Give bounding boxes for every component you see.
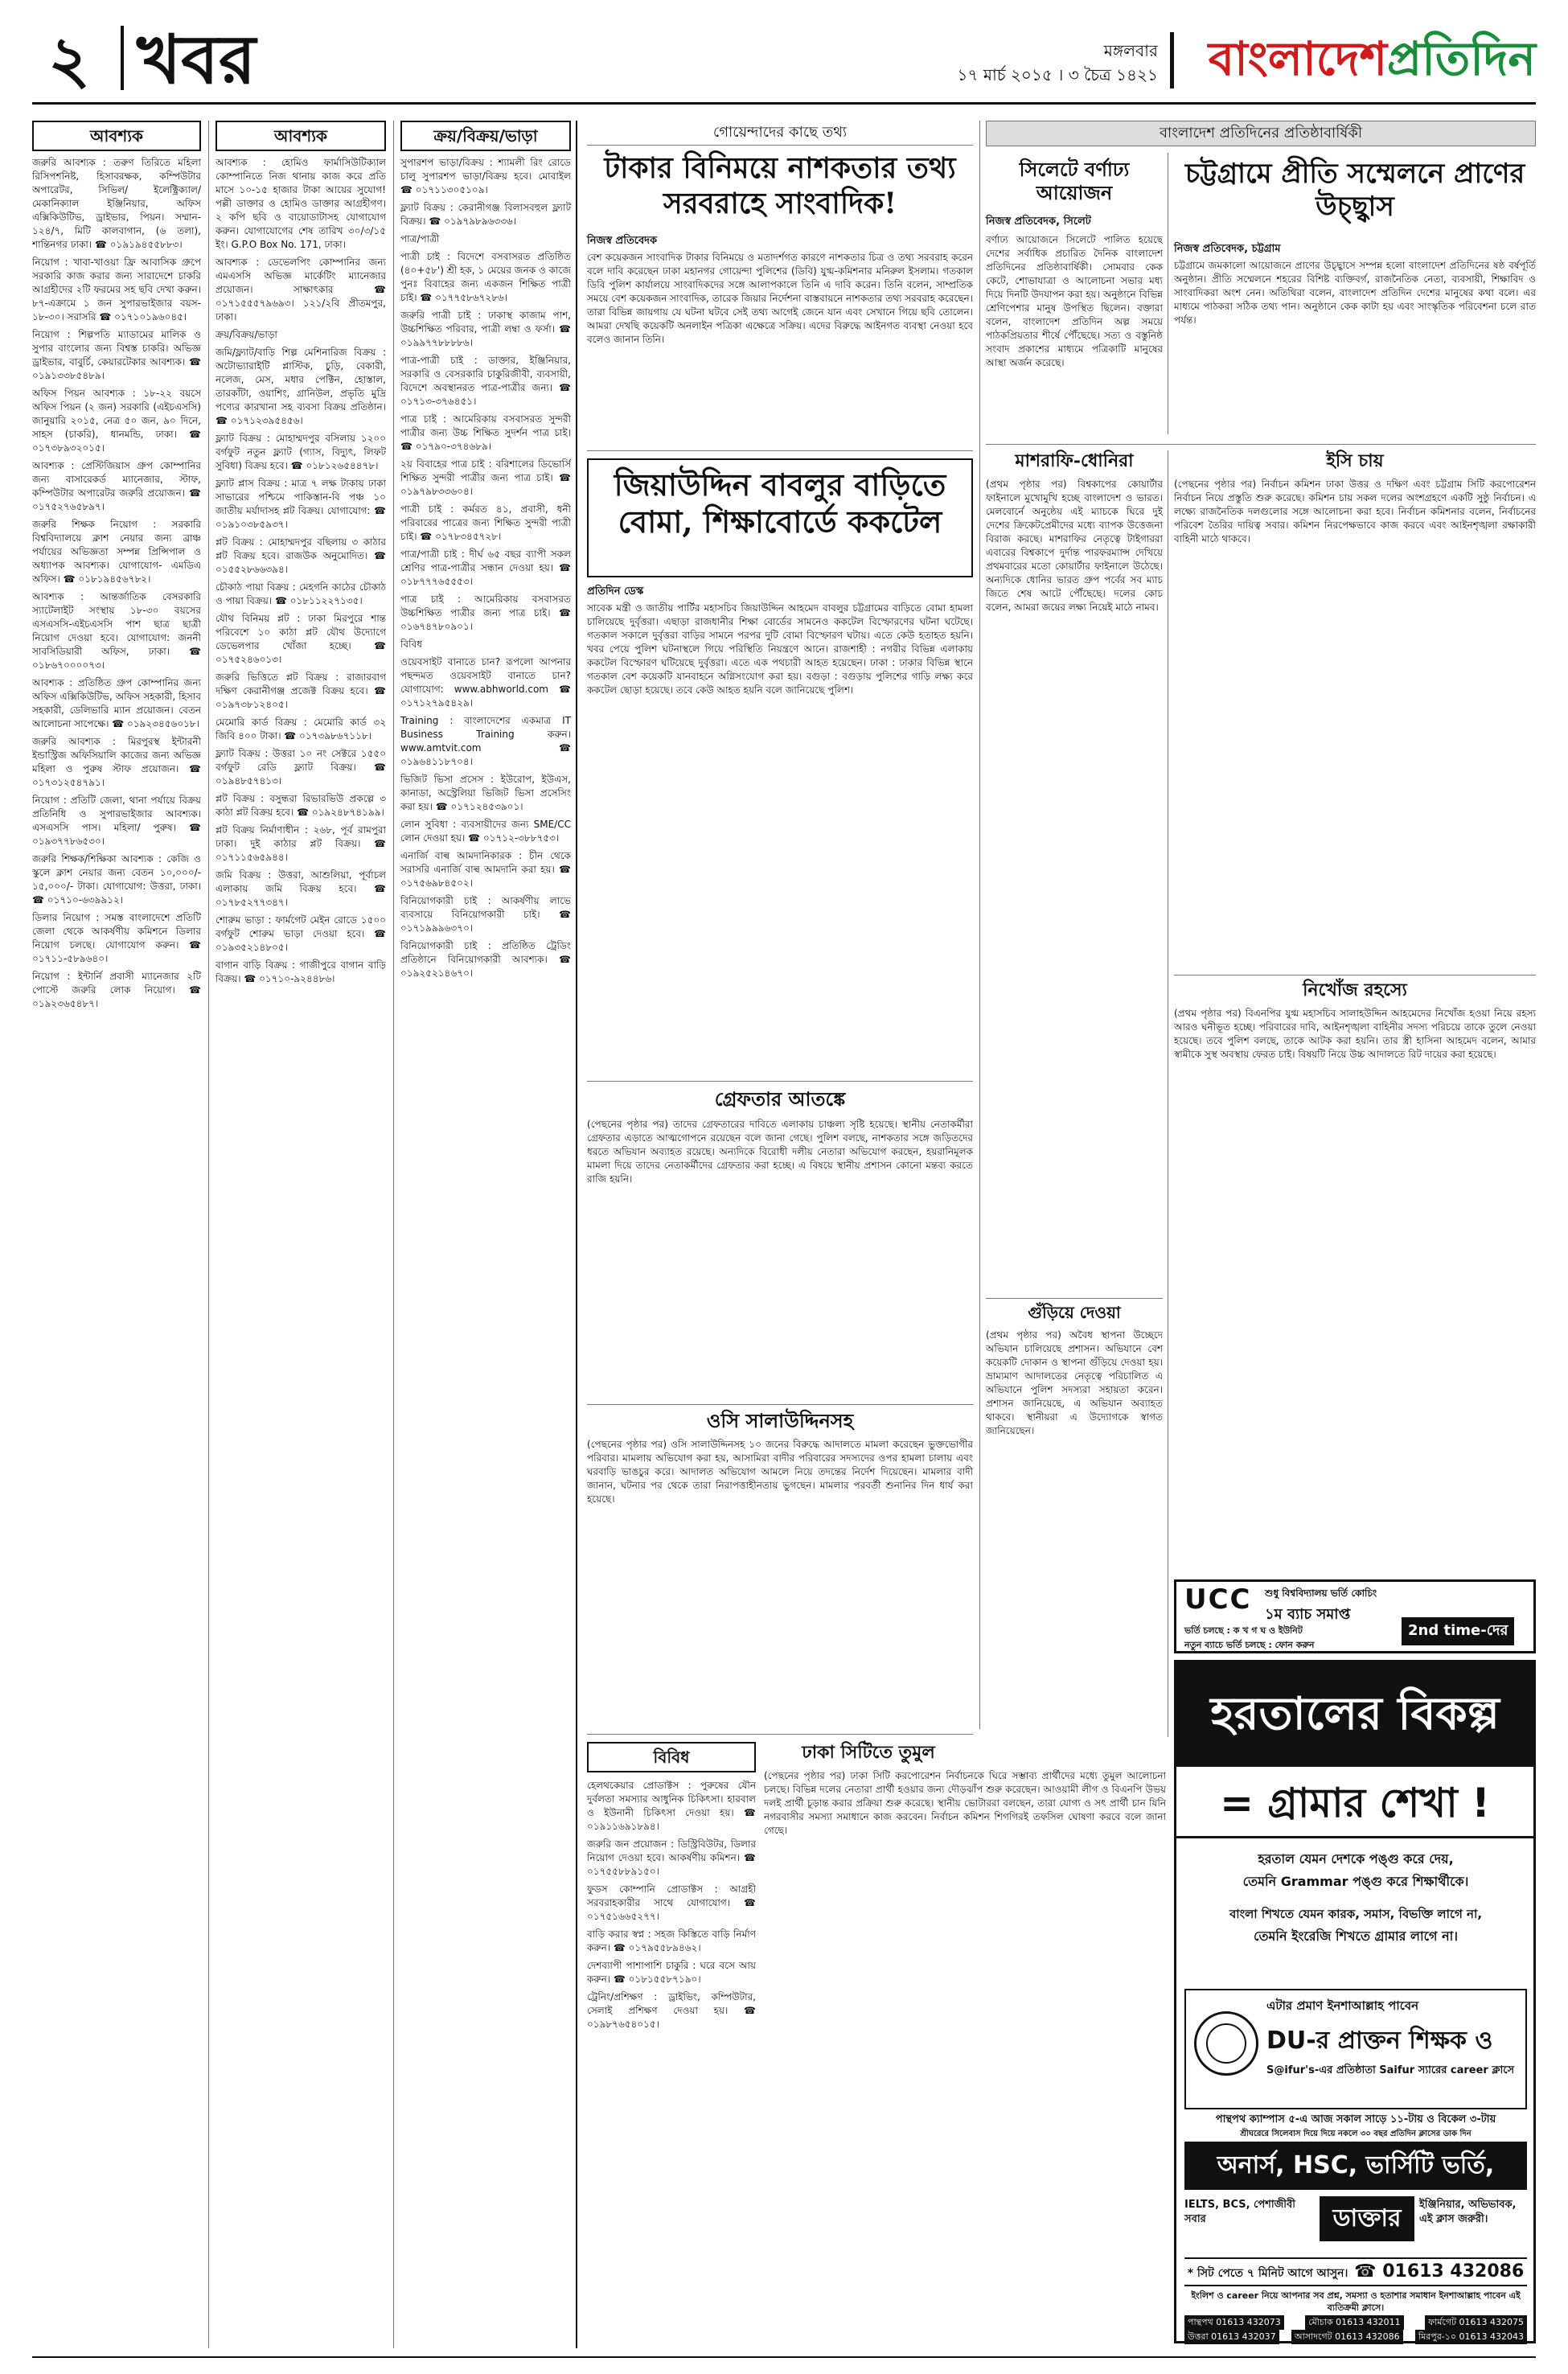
ad-line-4: তেমনি ইংরেজি শিখতে গ্রামার লাগে না। <box>1253 1928 1459 1944</box>
classified-ad: বিনিয়োগকারী চাই : প্রতিষ্ঠিত ট্রেডিং প্রতিষ্ঠানে বিনিয়োগকারী আবশ্যক। ☎ ০১৯২৫২১৪৬৭০। <box>400 940 571 979</box>
cricket-headline[interactable]: মাশরাফি-ধোনিরা <box>1015 450 1134 471</box>
sylhet-body: বর্ণাঢ্য আয়োজনে সিলেটে পালিত হয়েছে দেশের সর্বাধিক প্রচারিত দৈনিক বাংলাদেশ প্রতিদিনের প্রতিষ্ঠাবার্ষিকী। সোমবার কেক কেটে, শোভাযাত্রা ও আলোচনা সভার মধ্য দিয়ে দিনটি উদযাপন করা হয়। অনুষ্ঠানে বিভিন্ন শ্রেণিপেশার মানুষ উপস্থিত ছিলেন। বক্তারা বলেন, বাংলাদেশ প্রতিদিন অল্প সময়ে পাঠকপ্রিয়তার শীর্ষে পৌঁছেছে। সত্য ও বস্তুনিষ্ঠ সংবাদ প্রকাশের মাধ্যমে পত্রিকাটি মানুষের আস্থা অর্জন করেছে। <box>986 234 1163 368</box>
lead-kicker: গোয়েন্দাদের কাছে তথ্য <box>587 121 973 146</box>
classified-ad: প্লট বিক্রয় : বসুন্ধরা রিভারভিউ প্রকল্পে ৩ কাঠা প্লট বিক্রয় হবে। ☎ ০১৯২৪৮৭৪১৯৯। <box>215 793 386 818</box>
classified-ad: যৌথ বিনিময় প্লট : ঢাকা মিরপুরে শান্ত পরিবেশে ১০ কাঠা প্লট যৌথ উদ্যোগে ডেভেলপার খোঁজা হচ্ছে। ☎ ০১৭৫২৪৬০১৩। <box>215 613 386 665</box>
classified-ad: অফিস পিয়ন আবশ্যক : ১৮-২২ বয়সে অফিস পিয়ন (২ জন) সরকারি (এইচএসসি) জানুয়ারি ২০১৫, নেত্র ৫০ জন, ৯০ দিনে, সাহস (চাকরি), ধানমন্ডি, ঢাকা। ☎ ০১৭৩৮৯৩২০১৫। <box>32 388 201 454</box>
column-divider <box>576 121 577 2348</box>
fourth-headline[interactable]: ওসি সালাউদ্দিনসহ <box>706 1409 854 1432</box>
classified-ad: জরুরি পাত্রী চাই : ঢাকাস্থ কাজাম পাশ, উচ্চশিক্ষিত পরিবার, পাত্রী লম্বা ও ফর্সা। ☎ ০১৯৯৭৭৮৮৮৮৬। <box>400 310 571 348</box>
classified-ad: পাত্র-পাত্রী চাই : ডাক্তার, ইঞ্জিনিয়ার, সরকারি ও বেসরকারি চাকুরিজীবী, ব্যবসায়ী, বিদেশে অবস্থানরত পাত্র-পাত্রীর জন্য। ☎ ০১৭১৩-৩৭৬৪৫১। <box>400 355 571 407</box>
ec-headline[interactable]: ইসি চায় <box>1326 450 1384 471</box>
misc-list <box>587 1779 756 2031</box>
classified-ad: ট্রেনিং/প্রশিক্ষণ : ড্রাইভিং, কম্পিউটার, সেলাই প্রশিক্ষণ দেওয়া হয়। ☎ ০১৯৮৭৬৫৪০১৫। <box>587 1991 756 2030</box>
career-line: ইংলিশ ও career নিয়ে আপনার সব প্রশ্ন, সমস্যা ও হতাশার সমাধান ইনশাআল্লাহ পাবেন এই ব্যতিক্রমী ক্লাসে। <box>1191 2290 1521 2313</box>
classified-list <box>215 156 386 986</box>
branch-phone: ফার্মগেট 01613 432075 <box>1425 2315 1527 2330</box>
story-divider <box>986 444 1536 445</box>
ad-note: শ্রীঘরেরে সিলেবাস দিয়ে দিয়ে নকলে ৩০ বছর প্রতিদিন ক্লাসের ডাক দিন <box>1240 2130 1472 2138</box>
column-heading: আবশ্যক <box>32 121 201 151</box>
ad-line-1: হরতাল যেমন দেশকে পঙ্গু করে দেয়, <box>1258 1851 1454 1867</box>
grammar-class-ad[interactable] <box>1174 1660 1536 2343</box>
lead-headline[interactable]: টাকার বিনিময়ে নাশকতার তথ্য সরবরাহে সাংবাদিক! <box>604 151 956 220</box>
phone-number: 01613 432086 <box>1382 2261 1525 2282</box>
classified-ad: পাত্রী চাই : কর্মরত ৪১, প্রবাসী, ধনী পরিবারের পাত্রের জন্য শিক্ষিত সুন্দরী পাত্রী চাই। ☎ ০১৭৮৩৪৫৭২৮। <box>400 503 571 542</box>
ucc-coaching-ad[interactable] <box>1174 1579 1536 1653</box>
ad-subtitle: = গ্রামার শেখা ! <box>1176 1775 1533 1838</box>
ucc-batch: ১ম ব্যাচ সমাপ্ত <box>1265 1606 1351 1623</box>
audience-left: IELTS, BCS, পেশাজীবী সবার <box>1184 2199 1295 2225</box>
ctg-headline[interactable]: চট্টগ্রামে প্রীতি সম্মেলনে প্রাণের উচ্ছ্বাস <box>1184 158 1525 224</box>
second-body: সাবেক মন্ত্রী ও জাতীয় পার্টির মহাসচিব জিয়াউদ্দিন আহমেদ বাবলুর চট্টগ্রামের বাড়িতে বোমা হামলা চালিয়েছে দুর্বৃত্তরা। এছাড়া রাজধানীর শিক্ষা বোর্ডের সামনেও ককটেল বিস্ফোরণের ঘটনা ঘটেছে। গতকাল সকালে দুর্বৃত্তরা বাড়ির সামনে পরপর দুটি বোমা বিস্ফোরণ ঘটায়। এতে কেউ হতাহত হয়নি। খবর পেয়ে পুলিশ ঘটনাস্থলে গিয়ে পরিস্থিতি নিয়ন্ত্রণে আনে। রাজশাহী : নগরীর বিভিন্ন এলাকায় ককটেল বিস্ফোরণ ঘটিয়েছে দুর্বৃত্তরা। এতে এক পথচারী আহত হয়েছেন। ঢাকা : ঢাকার বিভিন্ন স্থানে গতকাল বেশ কয়েকটি যানবাহনে অগ্নিসংযোগ করা হয়। বগুড়া : বগুড়ায় পুলিশের গাড়ি লক্ষ্য করে ককটেল ছোড়া হয়েছে। তবে কেউ আহত হয়নি বলে জানিয়েছে পুলিশ। <box>587 602 973 696</box>
classified-ad: প্লট বিক্রয় নির্মাণাধীন : ২৬৮, পূর্ব রামপুরা ঢাকা। দুই কাঠার প্লট বিক্রয়। ☎ ০১৭১১৫৬৫৯৪৪। <box>215 824 386 863</box>
classified-ad: পাত্র চাই : আমেরিকায় বসবাসরত সুন্দরী পাত্রীর জন্য উচ্চ শিক্ষিত সুদর্শন পাত্র চাই। ☎ ০১৭৯০-৩৭৪৬৮৯। <box>400 413 571 452</box>
phone-icon: ☎ <box>1354 2261 1377 2282</box>
classified-ad: ফ্ল্যাট বিক্রয় : কেরানীগঞ্জ বিলাসবহুল ফ্ল্যাট বিক্রয়। ☎ ০১৯৭৯৮৯৬৩৩৬। <box>400 202 571 227</box>
branch-phone: আসাদগেট 01613 432086 <box>1291 2330 1403 2344</box>
classified-ad: জরুরি আবশ্যক : তরুণ তিরিতে মহিলা রিসিপশনিষ্ট, হিসাবরক্ষক, কম্পিউটার অপারেটর, সিভিল/ ইলেক্ট্রিক্যাল/মেকানিক্যাল ইঞ্জিনিয়ার, অফিস এক্সিকিউটিভ, ড্রাইভার, পিয়ন। সম্মান- ১২৪/৭, মিটি কালবাগান, (৬ তলা), শান্তিনগর ঢাকা। ☎ ০১৯১৯৪৫৫৮৮৩। <box>32 157 201 250</box>
classified-ad: লোন সুবিধা : ব্যবসায়ীদের জন্য SME/CC লোন দেওয়া হয়। ☎ ০১৭১২-৩৮৮৭৫৩। <box>400 819 571 844</box>
date-block <box>958 39 1158 87</box>
classified-ad: ফ্ল্যাট প্লাস বিক্রয় : মাত্র ৭ লক্ষ টাকায় ঢাকা সাভারের পশ্চিমে পাকিস্তান-বি পঞ্চ ১০ জাতীয় মর্যাদাসহ প্লট বিক্রয়। যোগাযোগ: ☎ ০১৯১০৩৮৫৯৩৭। <box>215 478 386 530</box>
classified-ad: জমি বিক্রয় : উত্তরা, আশুলিয়া, পূর্বাচল এলাকায় জমি বিক্রয় হবে। ☎ ০১৭৮৫২৭৭৩৪৭। <box>215 869 386 908</box>
ucc-line-1: শুধু বিশ্ববিদ্যালয় ভর্তি কোচিং <box>1265 1587 1377 1599</box>
classified-ad: শোরুম ভাড়া : ফার্মগেট মেইন রোডে ১৫০০ বর্গফুট শোরুম ভাড়া দেওয়া হবে। ☎ ০১৯৩৫২১৪৮০৫। <box>215 914 386 953</box>
classified-ad: ডিলার নিয়োগ : সমস্ত বাংলাদেশে প্রতিটি জেলা থেকে আকর্ষণীয় কমিশনে ডিলার নিয়োগ চলছে। যোগাযোগ করুন। ☎ ০১৭১১-৫৮৯৬৪০। <box>32 912 201 964</box>
column-divider <box>979 121 980 1729</box>
weekday: মঙ্গলবার <box>1103 41 1158 60</box>
classified-ad: আবশ্যক : হোমিও ফার্মাসিউটিক্যাল কোম্পানিতে নিজ থানায় কাজ করে প্রতি মাসে ১০-১৫ হাজার টাকা আয়ের সুযোগ! পল্লী ডাক্তার ও হোমিও ডাক্তার আগ্রহীগণ। ২ কপি ছবি ও বায়োডাটাসহ যোগাযোগ করুন। যোগাযোগের শেষ তারিখ ৩০/৩/১৫ ইং। G.P.O Box No. 171, ঢাকা। <box>215 157 386 250</box>
sylhet-byline: নিজস্ব প্রতিবেদক, সিলেট <box>986 216 1091 228</box>
du-line-1: এটার প্রমাণ ইনশাআল্লাহ পাবেন <box>1266 1998 1419 2013</box>
classified-ad: বাড়ি করার স্বপ্ন : সহজ কিস্তিতে বাড়ি নির্মাণ করুন। ☎ ০১৭৯৫৫৮৯৪৬২। <box>587 1928 756 1953</box>
ec-body: (পেছনের পৃষ্ঠার পর) নির্বাচন কমিশন ঢাকা উত্তর ও দক্ষিণ এবং চট্টগ্রাম সিটি করপোরেশন নির্বাচন নিয়ে প্রস্তুতি শুরু করেছে। কমিশন চায় সকল দলের অংশগ্রহণে একটি সুষ্ঠু নির্বাচন। এ লক্ষ্যে রাজনৈতিক দলগুলোর সঙ্গে আলোচনা করা হবে। নির্বাচন কমিশনার বলেন, নির্বাচনের পরিবেশ তৈরির দায়িত্ব সবার। কমিশন নিরপেক্ষভাবে কাজ করবে এবং আইনশৃঙ্খলা রক্ষাকারী বাহিনী মাঠে থাকবে। <box>1174 478 1536 544</box>
classified-ad: ২য় বিবাহের পাত্র চাই : বরিশালের ডিভোর্সি শিক্ষিত সুন্দরী পাত্রীর জন্য পাত্র চাই। ☎ ০১৯৭৯৮৩৩৬০৪। <box>400 458 571 497</box>
brand-divider <box>1170 32 1174 88</box>
lead-body: বেশ কয়েকজন সাংবাদিক টাকার বিনিময়ে ও মতাদর্শগত কারণে নাশকতার চিত্র ও তথ্য সরবরাহ করেন বলে দাবি করেছেন ঢাকা মহানগর গোয়েন্দা পুলিশের (ডিবি) যুগ্ম-কমিশনার মনিরুল ইসলাম। গতকাল ডিবি পুলিশ কার্যালয়ে সাংবাদিকদের সঙ্গে আলাপকালে তিনি এ দাবি করেন। তিনি বলেন, সাম্প্রতিক সময়ে বেশ কয়েকজন সাংবাদিক, তারেক জিয়ার নির্দেশনা বাস্তবায়নে নাশকতার তথ্য সরবরাহ করেছেন। তারা বিভিন্ন জায়গায় যে ঘটনা ঘটবে সেই তথ্য আগেই জেনে যান এবং সেখানে গিয়ে ছবি তোলেন। আমরা দেখছি কয়েকটি অনলাইন পত্রিকা এক্ষেত্রে সক্রিয়। এদের বিরুদ্ধে আইনগত ব্যবস্থা নেওয়া হবে বলেও জানান তিনি। <box>587 252 973 345</box>
ucc-second-time: 2nd time-দের <box>1402 1617 1514 1645</box>
ad-title: হরতালের বিকল্প <box>1176 1662 1533 1767</box>
classified-column-1 <box>32 121 201 2348</box>
masthead-divider <box>121 26 124 90</box>
column-divider <box>208 121 209 2348</box>
misc-classified-column <box>587 1779 756 2342</box>
story-divider <box>587 1081 973 1082</box>
branch-phone: মিরপুর-১০ 01613 432043 <box>1415 2330 1527 2344</box>
masthead <box>32 16 1536 105</box>
column-divider <box>393 121 394 2348</box>
classified-ad: জরুরি ভিত্তিতে প্লট বিক্রয় : রাজারবাগ দক্ষিণ কেরানীগঞ্জ প্রজেক্ট বিক্রয় হবে। ☎ ০১৯৭৩৮১২৪০৫। <box>215 672 386 710</box>
classified-list <box>400 156 571 980</box>
ad-line-3: বাংলা শিখতে যেমন কারক, সমাস, বিভক্তি লাগে না, <box>1229 1907 1483 1921</box>
branch-row-1 <box>1184 2315 1527 2330</box>
story-divider <box>986 1298 1163 1299</box>
classified-ad: পাত্র/পাত্রী চাই : দীর্ঘ ৬৫ বছর ব্যাপী সকল শ্রেণির পাত্র-পাত্রীর সন্ধান দেওয়া হয়। ☎ ০১৮৭৭৭৬৫৫৫৩। <box>400 548 571 587</box>
story-divider <box>587 1404 973 1405</box>
classified-ad: জমি/ফ্ল্যাট/বাড়ি শিল্প মেশিনারিজ বিক্রয় : অটোভ্যারাইটি প্লাস্টিক, চুড়ি, বেকারী, নলেজ, মেস, মধার পেক্টিন, হোস্তাল, তারকাঁটা, ওয়াশিং, গ্রানিউল, প্রভৃতি মুদ্রি পণ্যের কারখানা সহ ব্যবসা বিক্রয় প্রতিষ্ঠান। ☎ ০১৭১২৩৯৫৪৫৬। <box>215 347 386 426</box>
cricket-body: (প্রথম পৃষ্ঠার পর) বিশ্বকাপের কোয়ার্টার ফাইনালে মুখোমুখি হচ্ছে বাংলাদেশ ও ভারত। মেলবোর্নে অনুষ্ঠেয় এই ম্যাচকে ঘিরে দুই দেশের ক্রিকেটপ্রেমীদের মধ্যে ব্যাপক উত্তেজনা বিরাজ করছে। মাশরাফির নেতৃত্বে টাইগাররা এবারের বিশ্বকাপে দুর্দান্ত পারফরম্যান্স দেখিয়ে প্রথমবারের মতো কোয়ার্টার ফাইনালে উঠেছে। অন্যদিকে ধোনির ভারত গ্রুপ পর্বের সব ম্যাচ জিতে শেষ আটে পৌঁছেছে। দলের কোচ বলেন, আমরা জয়ের লক্ষ্য নিয়েই মাঠে নামব। <box>986 478 1163 613</box>
ctg-body: চট্টগ্রামে জমকালো আয়োজনে প্রাণের উচ্ছ্বাসে সম্পন্ন হলো বাংলাদেশ প্রতিদিনের ষষ্ঠ বর্ষপূর্তি অনুষ্ঠান। প্রীতি সম্মেলনে শহরের বিশিষ্ট ব্যক্তিবর্গ, রাজনৈতিক নেতা, ব্যবসায়ী, শিক্ষাবিদ ও সাংবাদিকরা অংশ নেন। অতিথিরা বলেন, বাংলাদেশ প্রতিদিন দেশের মানুষের কথা বলে। এর মাধ্যমে পাঠকরা সঠিক তথ্য পান। অনুষ্ঠানে কেক কাটা হয় এবং সাংস্কৃতিক পরিবেশনা চলে রাত পর্যন্ত। <box>1174 260 1536 326</box>
audience-doctor: ডাক্তার <box>1320 2196 1414 2241</box>
classified-ad: আবশ্যক : প্রেস্টিজিয়াস গ্রুপ কোম্পানির জন্য বাসারেকর্ড ম্যানেজার, স্টাফ, কম্পিউটার অপারেটর জরুরি প্রয়োজন। ☎ ০১৭৫২৭৬৫৮৯৭। <box>32 460 201 512</box>
story-divider <box>587 1734 973 1735</box>
page-number: ২ <box>48 22 91 97</box>
classified-list <box>32 156 201 1011</box>
audience-right: ইঞ্জিনিয়ার, অভিভাবক, এই ক্লাস জরুরী। <box>1419 2199 1517 2225</box>
ucc-line-2: ভর্তি চলছে : ক খ গ ঘ ও ইউনিট <box>1184 1625 1303 1636</box>
campus-schedule: পান্থপথ ক্যাম্পাস ৫-এ আজ সকাল সাড়ে ১১-টায় ও বিকেল ৩-টায় <box>1215 2113 1496 2126</box>
branch-phone: উত্তরা 01613 432037 <box>1184 2330 1279 2344</box>
brand-name-part2: প্রতিদিন <box>1386 31 1536 86</box>
dhaka-city-headline[interactable]: ঢাকা সিটিতে তুমুল <box>802 1742 935 1763</box>
fourth-body: (পেছনের পৃষ্ঠার পর) ওসি সালাউদ্দিনসহ ১০ জনের বিরুদ্ধে আদালতে মামলা করেছেন ভুক্তভোগীর পরিবার। মামলায় অভিযোগ করা হয়, আসামিরা বাদীর পরিবারের সদস্যদের ওপর হামলা চালায় এবং ঘরবাড়ি ভাঙচুর করে। আদালত অভিযোগ আমলে নিয়ে তদন্তের নির্দেশ দিয়েছেন। মামলার বাদী জানান, ঘটনার পর থেকে তারা নিরাপত্তাহীনতায় ভুগছেন। মামলার পরবর্তী শুনানির দিন ধার্য করা হয়েছে। <box>587 1439 973 1505</box>
branch-phone: মৌচাক 01613 432011 <box>1305 2315 1404 2330</box>
ucc-line-3: নতুন ব্যাচে ভর্তি চলছে : ফোন করুন <box>1184 1640 1315 1650</box>
third-body: (পেছনের পৃষ্ঠার পর) তাদের গ্রেফতারের দাবিতে এলাকায় চাঞ্চল্য সৃষ্টি হয়েছে। স্থানীয় নেতাকর্মীরা গ্রেফতার এড়াতে আত্মগোপনে রয়েছেন বলে জানা গেছে। পুলিশ বলছে, নাশকতার সঙ্গে জড়িতদের ধরতে অভিযান অব্যাহত রয়েছে। অন্যদিকে বিরোধী দলীয় নেতারা অভিযোগ করছেন, হয়রানিমূলক মামলা দিয়ে তাদের নেতাকর্মীদের গ্রেফতার করা হচ্ছে। এ বিষয়ে স্থানীয় প্রশাসন কোনো মন্তব্য করতে রাজি হয়নি। <box>587 1119 973 1185</box>
classified-ad: পাত্র/পাত্রী <box>400 233 440 244</box>
classified-ad: নিয়োগ : শিল্পপতি ম্যাডামের মালিক ও সুপার বাংলোর জন্য বিশ্বস্ত চাকরি। অভিজ্ঞ ড্রাইভার, বাবুর্চি, কেয়ারটেকার আবশ্যক। ☎ ০১৯১৩৩৮৫৪৮৯। <box>32 329 201 381</box>
classified-ad: আবশ্যক : প্রতিষ্ঠিত গ্রুপ কোম্পানির জন্য অফিস এক্সিকিউটিভ, অফিস সহকারী, হিসাব সহকারী, ডেলিভারি ম্যান প্রয়োজন। বেতন আলোচনা সাপেক্ষে। ☎ ০১৯২৩৪৫৬০১৮। <box>32 677 201 729</box>
publication-date: ১৭ মার্চ ২০১৫ । ৩ চৈত্র ১৪২১ <box>957 65 1158 84</box>
second-byline: প্রতিদিন ডেস্ক <box>587 585 644 598</box>
instructor-box <box>1184 1989 1527 2109</box>
branch-row-2 <box>1184 2330 1527 2344</box>
column-heading: আবশ্যক <box>215 121 386 151</box>
classified-ad: বিনিয়োগকারী চাই : আকর্ষণীয় লাভে ব্যবসায়ে বিনিয়োগকারী চাই। ☎ ০১৭১৯৯৯৬৩৭০। <box>400 895 571 934</box>
ad-line-2: তেমনি Grammar পঙ্গু করে শিক্ষার্থীকে। <box>1242 1874 1469 1889</box>
column-heading: ক্রয়/বিক্রয়/ভাড়া <box>400 121 571 151</box>
classified-ad: ফ্ল্যাট বিক্রয় : মোহাম্মদপুর বসিলায় ১২০০ বর্গফুট নতুন ফ্ল্যাট (গ্যাস, বিদ্যুৎ, লিফট সুবিধা) বিক্রয় হবে। ☎ ০১৮১২৬৫৪৪৭৮। <box>215 433 386 471</box>
branch-phone: পান্থপথ 01613 432073 <box>1184 2315 1284 2330</box>
du-line-2: DU-র প্রাক্তন শিক্ষক ও <box>1266 2027 1493 2055</box>
missing-headline[interactable]: নিখোঁজ রহস্যে <box>1303 980 1407 1000</box>
classified-ad: দেশব্যাপী পাশাপাশি চাকুরি : ঘরে বসে আয় করুন। ☎ ০১৮১৫৫৮৭১৯০। <box>587 1960 756 1985</box>
classified-ad: নিয়োগ : ইন্টার্নি প্রবাসী ম্যানেজার ২টি পোস্টে জরুরি লোক নিয়োগ। ☎ ০১৯২৩৬৫৪৮৭। <box>32 971 201 1009</box>
rumor-body: (প্রথম পৃষ্ঠার পর) অবৈধ স্থাপনা উচ্ছেদে অভিযান চালিয়েছে প্রশাসন। অভিযানে বেশ কয়েকটি দোকান ও স্থাপনা গুঁড়িয়ে দেওয়া হয়। ভ্রাম্যমাণ আদালতের নেতৃত্বে পরিচালিত এ অভিযানে পুলিশ সদস্যরা সহায়তা করেন। প্রশাসন জানিয়েছে, এ অভিযান অব্যাহত থাকবে। স্থানীয়রা এ উদ্যোগকে স্বাগত জানিয়েছেন। <box>986 1329 1163 1436</box>
classified-ad: হেলথকেয়ার প্রোডাক্টস : পুরুষের যৌন দুর্বলতা সমস্যার আধুনিক চিকিৎসা। হারবাল ও ইউনানী চিকিৎসা দেওয়া হয়। ☎ ০১৯১১৬৯১৮৯৪। <box>587 1780 756 1832</box>
classified-ad: নিয়োগ : খাবা-খাওয়া ফ্রি আবাসিক গ্রুপে সরকারি কাজ করার জন্য সারাদেশে চাকরি আগ্রহীদের ২টি ফরমের সহ ছবি দেখা করুন। ৮৭-এক্রামে ১ জন সুপারভাইজার বয়স- ১৮-৩০। সরাসরি ☎ ০১৭১০১৯৬০৪৫। <box>32 257 201 322</box>
classified-ad: জরুরি শিক্ষক/শিক্ষিকা আবশ্যক : কেজি ও স্কুলে ক্লাশ নেয়ার জন্য বেতন ১০,০০০/- ১৫,০০০/- টাকা। যোগাযোগ: উত্তরা, ঢাকা। ☎ ০১৭১০-৬৩৯৯১২। <box>32 853 201 906</box>
classified-ad: আবশ্যক : আন্তর্জাতিক বেসরকারি স্যাটেলাইট সংস্থায় ১৮-৩০ বয়সের এসএসসি-এইচএসসি পাশ ছাত্র ছাত্রী নিয়োগ দেওয়া হবে। যোগাযোগ: জননী সাবসিডিয়ারী অফিস, ঢাকা। ☎ ০১৮৬৭০০০০৭৩। <box>32 591 201 671</box>
second-headline[interactable]: জিয়াউদ্দিন বাবলুর বাড়িতে বোমা, শিক্ষাবোর্ডে ককটেল <box>614 466 946 540</box>
classified-ad: ক্রয়/বিক্রয়/ভাড়া <box>215 329 277 340</box>
footer-rule <box>32 2356 1536 2358</box>
story-divider <box>587 450 973 451</box>
classified-ad: জরুরি আবশ্যক : মিরপুরস্থ ইন্টারনী ইন্ডাস্ট্রিজ অফিসিয়ালি কাজের জন্য অভিজ্ঞ মহিলা ও পুরুষ স্টাফ প্রয়োজন। ☎ ০১৭৩১২৫৪৭৯১। <box>32 736 201 788</box>
audience-banner: অনার্স, HSC, ভার্সিটি ভর্তি, <box>1184 2142 1527 2190</box>
classified-ad: পাত্রী চাই : বিদেশে বসবাসরত প্রতিষ্ঠিত (৪০+৫৮') শ্রী হক, ১ মেয়ের জনক ও কাজে পুনঃ বিবাহের জন্য একজন শিক্ষিত পাত্রী চাই। ☎ ০১৭৭৫৮৬৭২৮৬। <box>400 251 571 303</box>
classified-ad: মেমোরি কার্ড বিক্রয় : মেমোরি কার্ড ৩২ জিবি ৪০০ টাকা। ☎ ০১৭৩৯৮৬৭১১৮। <box>215 717 386 741</box>
classified-column-3 <box>400 121 571 2348</box>
ctg-byline: নিজস্ব প্রতিবেদক, চট্টগ্রাম <box>1174 243 1281 255</box>
rumor-headline[interactable]: গুঁড়িয়ে দেওয়া <box>1028 1303 1121 1322</box>
classified-ad: ভিজিট ভিসা প্রসেস : ইউরোপ, ইউএস, কানাডা, অস্ট্রেলিয়া ভিজিট ভিসা প্রসেসিং করা হয়। ☎ ০১৭১২৪৫৩৯০১। <box>400 774 571 812</box>
du-line-3: S@ifur's-এর প্রতিষ্ঠাতা Saifur স্যারের career ক্লাসে <box>1266 2064 1515 2076</box>
section-title: খবর <box>137 20 257 99</box>
classified-ad: ফুডস কোম্পানি প্রোডাক্টস : আগ্রহী সরবরাহকারীর সাথে যোগাযোগ। ☎ ০১৭৫১৬৬৫২৭৭। <box>587 1883 756 1922</box>
classified-ad: ফ্ল্যাট বিক্রয় : উত্তরা ১০ নং সেক্টরে ১৫৫০ বর্গফুট রেডি ফ্ল্যাট বিক্রয়। ☎ ০১৯৪৮৫৭৪১৩। <box>215 748 386 787</box>
missing-body: (প্রথম পৃষ্ঠার পর) বিএনপির যুগ্ম মহাসচিব সালাহউদ্দিন আহমেদের নিখোঁজ হওয়া নিয়ে রহস্য আরও ঘনীভূত হচ্ছে। পরিবারের দাবি, আইনশৃঙ্খলা বাহিনীর সদস্য পরিচয়ে তাকে তুলে নেওয়া হয়েছে। তবে পুলিশ বলছে, তাকে আটক করা হয়নি। তার স্ত্রী হাসিনা আহমেদ বলেন, আমার স্বামীকে সুস্থ অবস্থায় ফেরত চাই। বিষয়টি নিয়ে উচ্চ আদালতে রিট দায়ের করা হয়েছে। <box>1174 1008 1536 1060</box>
university-seal-icon <box>1194 2011 1258 2076</box>
brand-logo[interactable] <box>1209 23 1536 95</box>
lead-byline: নিজস্ব প্রতিবেদক <box>587 235 658 247</box>
classified-ad: এনার্জি বাল্ব আমদানিকারক : চীন থেকে সরাসরি এনার্জি বাল্ব আমদানি করা হয়। ☎ ০১৭৫৬৯৮৪৫০২। <box>400 850 571 889</box>
phone-label: * সিট পেতে ৭ মিনিট আগে আসুন। <box>1187 2267 1348 2280</box>
misc-heading: বিবিধ <box>587 1742 756 1772</box>
dhaka-city-body: (পেছনের পৃষ্ঠার পর) ঢাকা সিটি করপোরেশন নির্বাচনকে ঘিরে সম্ভাব্য প্রার্থীদের মধ্যে তুমুল আলোচনা চলছে। বিভিন্ন দলের নেতারা প্রার্থী হওয়ার জন্য দৌড়ঝাঁপ শুরু করেছেন। আওয়ামী লীগ ও বিএনপি উভয় দলই প্রার্থী চূড়ান্ত করার প্রক্রিয়া শুরু করেছে। স্থানীয় ভোটাররা বলছেন, তারা যোগ্য ও সৎ প্রার্থী চান যিনি নগরবাসীর সমস্যা সমাধানে কাজ করবেন। নির্বাচন কমিশন শিগগিরই তফসিল ঘোষণা করবে বলে জানা গেছে। <box>764 1770 1166 1836</box>
phone-bar[interactable] <box>1184 2257 1527 2286</box>
classified-ad: জরুরি জন প্রয়োজন : ডিস্ট্রিবিউটর, ডিলার নিয়োগ দেওয়া হবে। আকর্ষণীয় কমিশন। ☎ ০১৭৫৫৮৮৯১৫০। <box>587 1838 756 1877</box>
classified-ad: নিয়োগ : প্রতিটি জেলা, থানা পর্যায়ে বিক্রয় প্রতিনিধি ও সুপারভাইজার আবশ্যক। এসএসসি পাস। মহিলা/ পুরুষ। ☎ ০১৯৩৭৭৮৬৫৩০। <box>32 795 201 847</box>
ucc-logo: UCC <box>1184 1583 1252 1616</box>
classified-ad: পাত্র চাই : আমেরিকায় বসবাসরত উচ্চশিক্ষিত পাত্রীর জন্য পাত্র চাই। ☎ ০১৬৭৪৭৮০৯০১। <box>400 594 571 632</box>
classified-ad: সুপারশপ ভাড়া/বিক্রয় : শ্যামলী রিং রোডে চালু সুপারশপ ভাড়া/বিক্রয় হবে। মোবাইল ☎ ০১৭১১৩০৫১০৯। <box>400 157 571 195</box>
classified-ad: বিবিধ <box>400 639 422 650</box>
classified-column-2 <box>215 121 386 2348</box>
classified-ad: ওয়েবসাইট বানাতে চান? রূপলো আপনার পছন্দমত ওয়েবসাইট বানাতে চান? যোগাযোগ: www.abhworld.com ☎ ০১৭১২৭৯৫৪২৯। <box>400 656 571 709</box>
classified-ad: বাগান বাড়ি বিক্রয় : গাজীপুরে বাগান বাড়ি বিক্রয়। ☎ ০১৭১০-৯২৪৪৮৬। <box>215 959 386 984</box>
classified-ad: চৌকাঠ পায়া বিক্রয় : মেহগনি কাঠের চৌকাঠ ও পায়া বিক্রয়। ☎ ০১৮১১২২৭১৩৫। <box>215 581 386 606</box>
brand-name-part1: বাংলাদেশ <box>1208 31 1387 86</box>
anniversary-banner: বাংলাদেশ প্রতিদিনের প্রতিষ্ঠাবার্ষিকী <box>986 121 1536 146</box>
classified-ad: জরুরি শিক্ষক নিয়োগ : সরকারি বিশ্ববিদ্যালয়ে ক্লাশ নেয়ার জন্য ব্রাঞ্চ পর্যায়ের অভিজ্ঞতা সম্পন্ন প্রিন্সিপাল ও অধ্যাপক আবশ্যক। যোগাযোগ- এমডিএ অফিস। ☎ ০১৮১৯৪৫৬৭৮২। <box>32 519 201 585</box>
sylhet-headline[interactable]: সিলেটে বর্ণাঢ্য আয়োজন <box>1019 158 1130 205</box>
classified-ad: প্লট বিক্রয় : মোহাম্মদপুর বছিলায় ৩ কাঠার প্লট বিক্রয় হবে। রাজউক অনুমোদিত। ☎ ০১৫৫২৮৬৬৩৯৪। <box>215 536 386 575</box>
classified-ad: আবশ্যক : ডেভেলপিং কোম্পানির জন্য এমএসসি অভিজ্ঞ মার্কেটিং ম্যানেজার প্রয়োজন। সাক্ষাৎকার ☎ ০১৭১৫৫৫৭৯৬৯৩। ১২১/২বি প্রীতমপুর, ঢাকা। <box>215 257 386 322</box>
third-headline[interactable]: গ্রেফতার আতঙ্কে <box>714 1087 846 1111</box>
classified-ad: Training : বাংলাদেশের একমাত্র IT Business Training করুন। www.amtvit.com ☎ ০১৯৬৪১১৮৭০৪। <box>400 715 571 767</box>
